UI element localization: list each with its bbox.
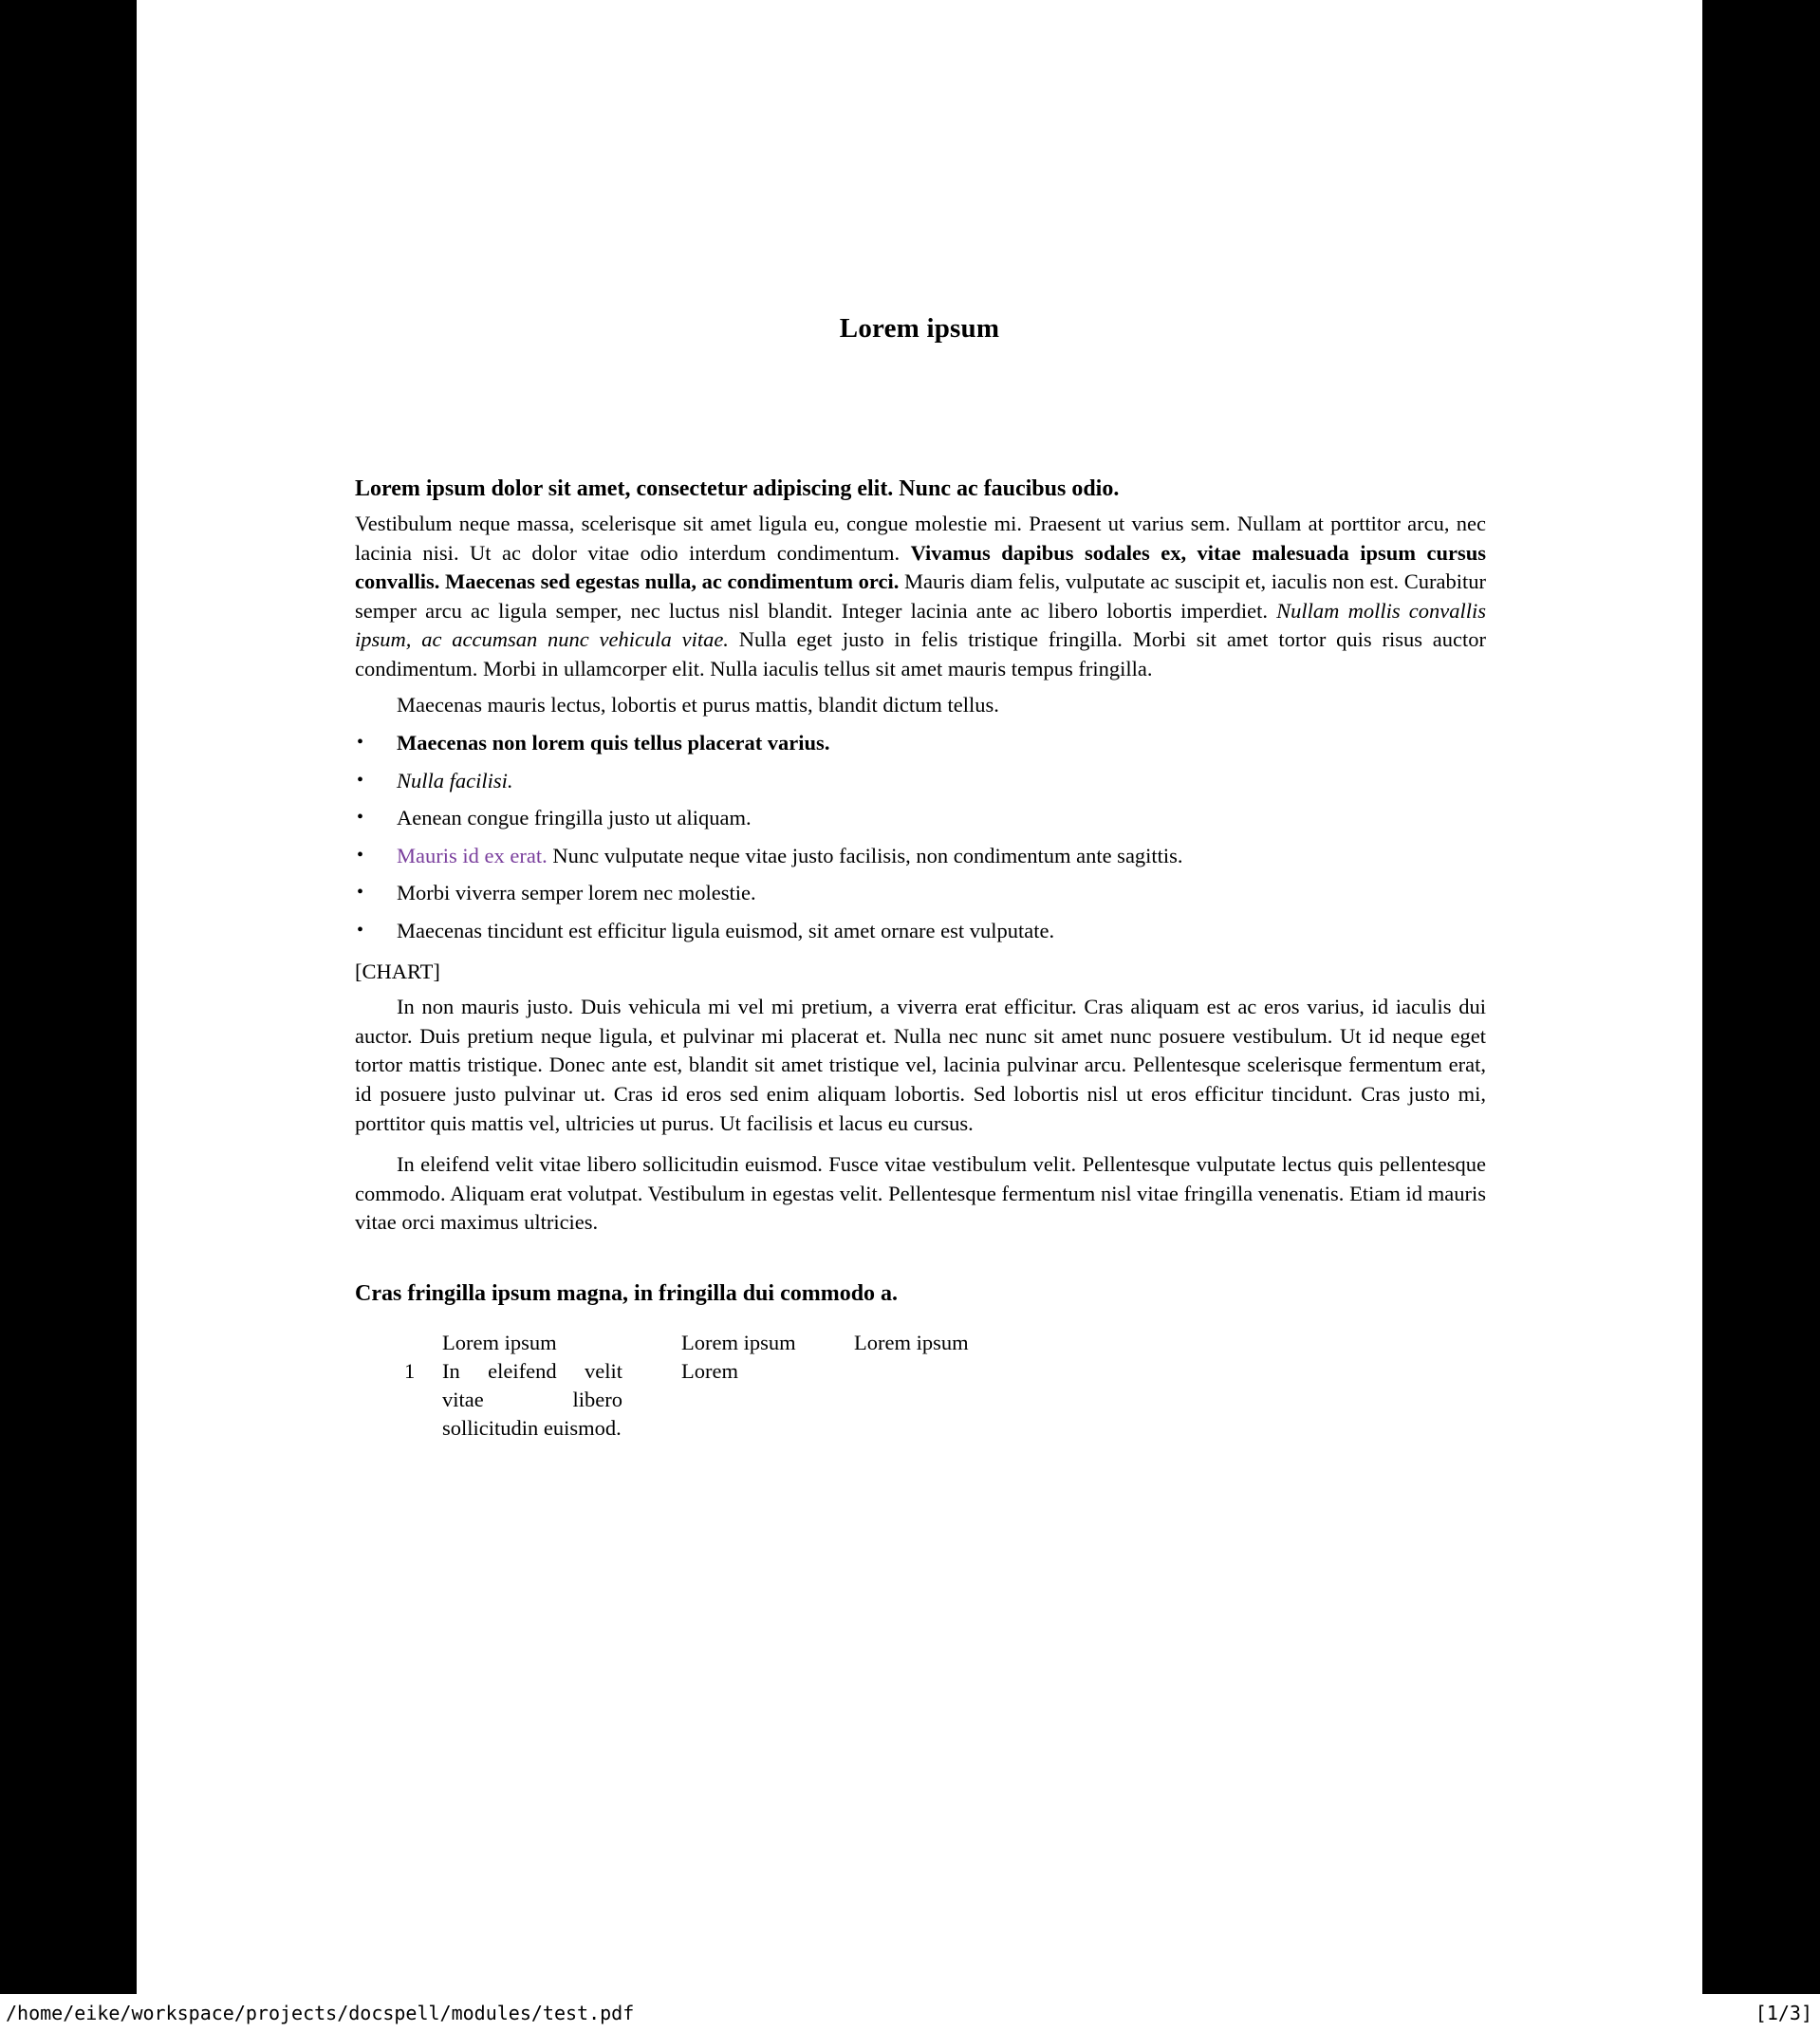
list-item xyxy=(355,767,1486,794)
paragraph-1-part-a: Vestibulum neque massa, scelerisque sit amet ligula eu, congue molestie mi. Praesent ut varius sem. Nullam at porttitor arcu, nec lacinia nisi. Ut ac dolor vitae odio interdum condimentum. xyxy=(355,512,1486,565)
list-item-label: Maecenas tincidunt est efficitur ligula euismod, sit amet ornare est vulputate. xyxy=(397,918,1055,942)
table-header-cell: Lorem ipsum xyxy=(442,1331,557,1354)
paragraph-1-italic: Nullam mollis convallis ipsum, ac accumsan nunc vehicula vitae. xyxy=(355,598,1486,652)
list-item xyxy=(355,729,1486,756)
bullet-dot-icon: • xyxy=(357,844,364,866)
table-cell-index: 1 xyxy=(404,1359,416,1383)
list-item-link[interactable]: Mauris id ex erat. xyxy=(397,843,548,867)
list-item xyxy=(355,804,1486,831)
list-item xyxy=(355,879,1486,906)
status-page-indicator: [1/3] xyxy=(1755,2002,1812,2024)
paragraph-1-part-b: Mauris diam felis, vulputate ac suscipit et, iaculis non est. Curabitur semper arcu ac ligula semper, nec luctus nisl blandit. Integer lacinia ante ac libero lobortis imperdiet. xyxy=(355,569,1486,623)
page-title: Lorem ipsum xyxy=(839,313,1000,344)
status-bar xyxy=(0,1994,1820,2032)
list-item-label: Nulla facilisi. xyxy=(397,768,513,792)
page-content xyxy=(137,0,1702,1994)
paragraph-2: Maecenas mauris lectus, lobortis et purus mattis, blandit dictum tellus. xyxy=(397,692,999,717)
list-item-label: Maecenas non lorem quis tellus placerat varius. xyxy=(397,731,830,755)
document-body xyxy=(355,475,1486,1443)
paragraph-3: In non mauris justo. Duis vehicula mi vel mi pretium, a viverra erat efficitur. Cras aliquam est ac eros varius, id iaculis dui auctor. Duis pretium neque ligula, et pulvinar mi placerat et. Nulla nec nunc sit amet nunc posuere vestibulum. Ut id neque eget tortor mattis tristique. Donec ante est, blandit sit amet tristique vel, lacinia pulvinar arcu. Pellentesque scelerisque fermentum erat, id posuere justo pulvinar ut. Cras id eros sed enim aliquam lobortis. Sed lobortis nisl ut eros efficitur tincidunt. Cras justo mi, porttitor quis mattis vel, ultricies ut purus. Ut facilisis et lacus eu cursus. xyxy=(355,995,1486,1135)
paragraph-4: In eleifend velit vitae libero sollicitudin euismod. Fusce vitae vestibulum velit. Pellentesque vulputate lectus quis pellentesque commodo. Aliquam erat volutpat. Vestibulum in egestas velit. Pellentesque fermentum nisl vitae fringilla venenatis. Etiam id mauris vitae orci maximus ultricies. xyxy=(355,1152,1486,1235)
list-item xyxy=(355,842,1486,869)
bullet-dot-icon: • xyxy=(357,807,364,829)
list-item xyxy=(355,917,1486,944)
bullet-dot-icon: • xyxy=(357,769,364,791)
chart-placeholder: [CHART] xyxy=(355,959,440,983)
table-cell-text: In eleifend velit vitae libero sollicitudin euismod. xyxy=(442,1359,622,1440)
paragraph-1 xyxy=(355,510,1486,684)
table-header-cell xyxy=(404,1329,442,1357)
list-item-label: Aenean congue fringilla justo ut aliquam. xyxy=(397,806,752,830)
bullet-list xyxy=(355,729,1486,944)
list-item-label: Morbi viverra semper lorem nec molestie. xyxy=(397,881,756,905)
table-header-cell: Lorem ipsum xyxy=(854,1331,969,1354)
status-file-path: /home/eike/workspace/projects/docspell/modules/test.pdf xyxy=(6,2002,635,2024)
section-heading-1: Lorem ipsum dolor sit amet, consectetur adipiscing elit. Nunc ac faucibus odio. xyxy=(355,476,1120,501)
data-table xyxy=(404,1329,1025,1443)
table-header-cell: Lorem ipsum xyxy=(681,1331,796,1354)
table-header-row xyxy=(404,1329,1025,1357)
paragraph-1-part-c: Nulla eget justo in felis tristique fringilla. Morbi sit amet tortor quis risus auctor condimentum. Morbi in ullamcorper elit. Nulla iaculis tellus sit amet mauris tempus fringilla. xyxy=(355,627,1486,680)
table-row xyxy=(404,1357,1025,1443)
table-cell: Lorem xyxy=(681,1359,738,1383)
table-cell xyxy=(854,1357,1025,1443)
list-item-label: Nunc vulputate neque vitae justo facilisis, non condimentum ante sagittis. xyxy=(547,843,1183,867)
paragraph-1-bold: Vivamus dapibus sodales ex, vitae malesuada ipsum cursus convallis. Maecenas sed egestas nulla, ac condimentum orci. xyxy=(355,540,1486,594)
pdf-page[interactable] xyxy=(137,0,1702,1994)
bullet-dot-icon: • xyxy=(357,882,364,904)
bullet-dot-icon: • xyxy=(357,919,364,941)
table-cell xyxy=(442,1357,681,1443)
bullet-dot-icon: • xyxy=(357,732,364,754)
section-heading-2: Cras fringilla ipsum magna, in fringilla dui commodo a. xyxy=(355,1281,899,1306)
